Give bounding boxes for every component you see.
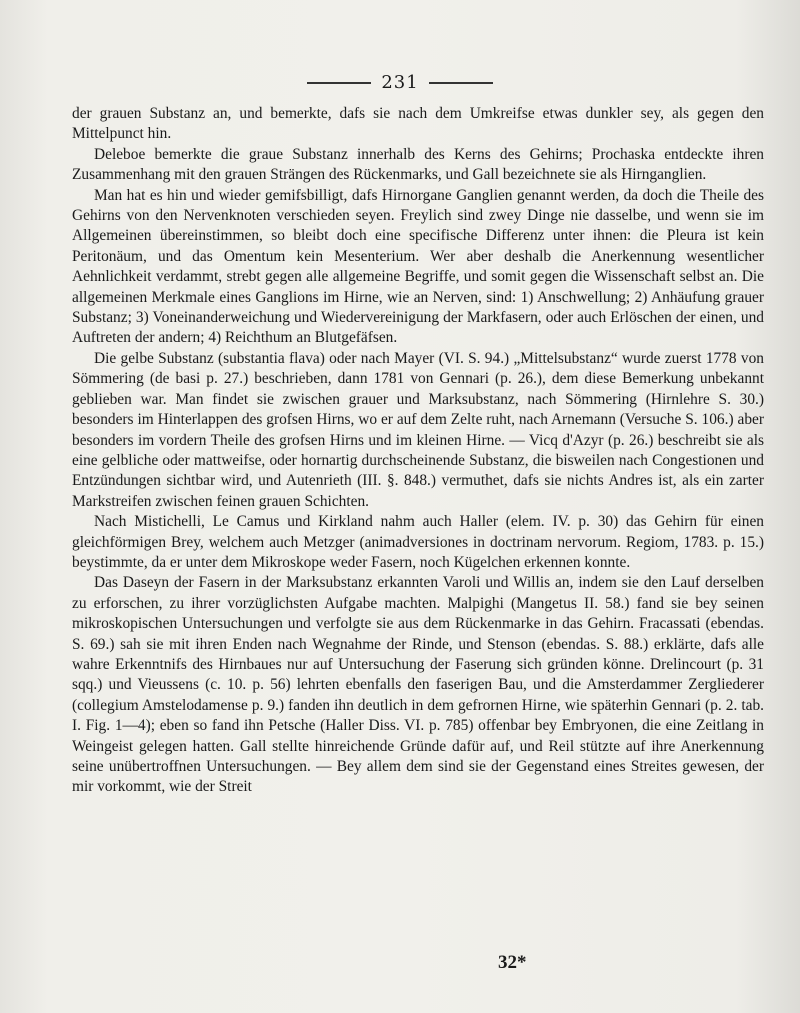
paragraph: Man hat es hin und wieder gemifsbilligt, dafs Hirnorgane Ganglien genannt werden, da doch die Theile des Gehirns von den Nervenknoten verschieden seyen. Freylich sind zwey Dinge nie dasselbe, und wenn sie im Allgemeinen übereinstimmen, so bleibt doch eine specifische Differenz unter ihnen: die Pleura ist kein Peritonäum, und das Omentum kein Mesenterium. Wer aber deshalb die Anerkennung wesentlicher Aehnlichkeit verdammt, strebt gegen alle allgemeine Begriffe, und somit gegen die Wissenschaft selbst an. Die allgemeinen Merkmale eines Ganglions im Hirne, wie an Nerven, sind: 1) Anschwellung; 2) Anhäufung grauer Substanz; 3) Voneinanderweichung und Wiedervereinigung der Markfasern, oder auch Erlöschen der einen, und Auftreten der andern; 4) Reichthum an Blutgefäfsen. xyxy=(72,186,764,347)
paragraph: Die gelbe Substanz (substantia flava) oder nach Mayer (VI. S. 94.) „Mittelsubstanz“ wurde zuerst 1778 von Sömmering (de basi p. 27.) beschrieben, dann 1781 von Gennari (p. 26.), dem diese Bemerkung unbekannt geblieben war. Man findet sie zwischen grauer und Marksubstanz, nach Sömmering (Hirnlehre S. 30.) besonders im Hinterlappen des grofsen Hirns, wo er auf dem Zelte ruht, nach Arnemann (Versuche S. 106.) aber besonders im vordern Theile des grofsen Hirns und im kleinen Hirne. — Vicq d'Azyr (p. 26.) beschreibt sie als eine gelbliche oder mattweifse, oder hornartig durchscheinende Substanz, die bisweilen nach Congestionen und Entzündungen sichtbar wird, und Autenrieth (III. §. 848.) vermuthet, dafs sie nichts Andres ist, als ein zarter Markstreifen zwischen feinen grauen Schichten. xyxy=(72,349,764,510)
paragraph: Nach Mistichelli, Le Camus und Kirkland nahm auch Haller (elem. IV. p. 30) das Gehirn für einen gleichförmigen Brey, welchem auch Metzger (animadversiones in doctrinam nervorum. Regiom, 1783. p. 15.) beystimmte, da er unter dem Mikroskope weder Fasern, noch Kügelchen erkennen konnte. xyxy=(72,513,764,571)
header-rule-right xyxy=(429,82,493,84)
signature-mark: 32* xyxy=(498,952,527,973)
paragraph: Deleboe bemerkte die graue Substanz innerhalb des Kerns des Gehirns; Prochaska entdeckte ihren Zusammenhang mit den grauen Strängen des Rückenmarks, und Gall bezeichnete sie als Hirnganglien. xyxy=(72,145,764,184)
page-header xyxy=(0,72,800,93)
body-text xyxy=(72,104,764,798)
page-number: 231 xyxy=(381,72,419,93)
paragraph-continuation: der grauen Substanz an, und bemerkte, dafs sie nach dem Umkreifse etwas dunkler sey, als gegen den Mittelpunct hin. xyxy=(72,105,764,143)
paragraph: Das Daseyn der Fasern in der Marksubstanz erkannten Varoli und Willis an, indem sie den Lauf derselben zu erforschen, zu ihrer vorzüglichsten Aufgabe machten. Malpighi (Mangetus II. 58.) fand sie bey seinen mikroskopischen Untersuchungen und verfolgte sie aus dem Rückenmarke in das Gehirn. Fracassati (ebendas. S. 69.) sah sie mit ihren Enden nach Wegnahme der Rinde, und Stenson (ebendas. S. 88.) erklärte, dafs alle wahre Erkenntnifs des Hirnbaues nur auf Untersuchung der Faserung sich gründen könne. Drelincourt (p. 31 sqq.) und Vieussens (c. 10. p. 56) lehrten ebenfalls den faserigen Bau, und die Amsterdammer Zergliederer (collegium Amstelodamense p. 9.) fanden ihn deutlich in dem gefrornen Hirne, wie späterhin Gennari (p. 2. tab. I. Fig. 1—4); eben so fand ihn Petsche (Haller Diss. VI. p. 785) offenbar bey Embryonen, die eine Zeitlang in Weingeist gelegen hatten. Gall stellte hinreichende Gründe dafür auf, und Reil stützte auf ihre Anerkennung seine unübertroffnen Untersuchungen. — Bey allem dem sind sie der Gegenstand eines Streites gewesen, der mir vorkommt, wie der Streit xyxy=(72,574,764,796)
header-rule-left xyxy=(307,82,371,84)
